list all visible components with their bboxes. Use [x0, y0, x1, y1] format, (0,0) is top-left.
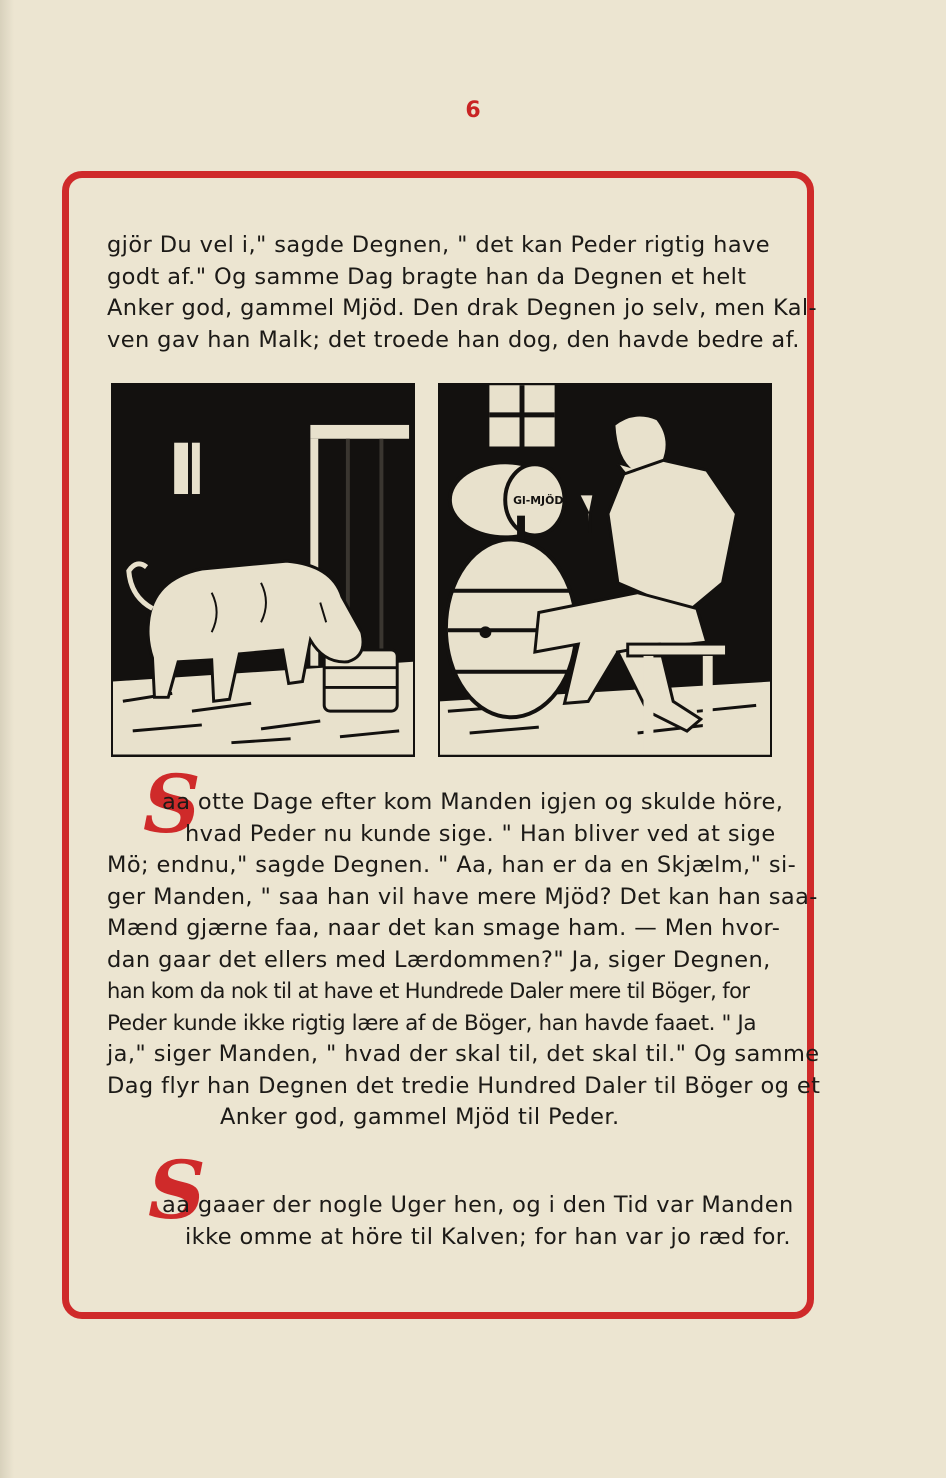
drop-cap: S — [143, 757, 201, 851]
text-line: hvad Peder nu kunde sige. " Han bliver ved at sige — [185, 820, 776, 847]
drinking-man-illustration — [438, 383, 772, 757]
text-line: Dag flyr han Degnen det tredie Hundred Daler til Böger og et — [107, 1072, 821, 1099]
text-line: ger Manden, " saa han vil have mere Mjöd? Det kan han saa- — [107, 883, 818, 910]
man-with-barrel-drawing — [440, 385, 770, 755]
text-line: godt af." Og samme Dag bragte han da Degnen et helt — [107, 263, 747, 290]
intro-text — [107, 230, 818, 356]
text-line: Peder kunde ikke rigtig lære af de Böger, han havde faaet. " Ja — [107, 1010, 757, 1036]
text-line: Mænd gjærne faa, naar det kan smage ham. — Men hvor- — [107, 915, 781, 941]
text-line: Anker god, gammel Mjöd. Den drak Degnen jo selv, men Kal- — [107, 295, 818, 321]
text-line: gjör Du vel i," sagde Degnen, " det kan Peder rigtig have — [107, 232, 770, 258]
text-line: aa gaaer der nogle Uger hen, og i den Tid var Manden — [162, 1192, 794, 1218]
paragraph-2 — [107, 1190, 794, 1253]
text-line: dan gaar det ellers med Lærdommen?" Ja, siger Degnen, — [107, 946, 771, 973]
page-edge — [0, 0, 14, 1478]
barrel-label: Gl-MJÖD. — [513, 493, 568, 507]
paragraph-1 — [107, 787, 821, 1134]
text-line: ja," siger Manden, " hvad der skal til, det skal til." Og samme — [107, 1041, 820, 1067]
text-line: han kom da nok til at have et Hundrede Daler mere til Böger, for — [107, 979, 750, 1003]
text-line: aa otte Dage efter kom Manden igjen og skulde höre, — [162, 789, 784, 815]
drop-cap: S — [148, 1143, 206, 1237]
text-line: ikke omme at höre til Kalven; for han var jo ræd for. — [185, 1223, 791, 1250]
text-line: Anker god, gammel Mjöd til Peder. — [220, 1104, 620, 1130]
text-line: Mö; endnu," sagde Degnen. " Aa, han er da en Skjælm," si- — [107, 852, 797, 878]
calf-illustration — [111, 383, 415, 757]
page-number: 6 — [465, 98, 481, 123]
calf-drawing — [113, 385, 413, 755]
text-line: ven gav han Malk; det troede han dog, den havde bedre af. — [107, 326, 800, 353]
